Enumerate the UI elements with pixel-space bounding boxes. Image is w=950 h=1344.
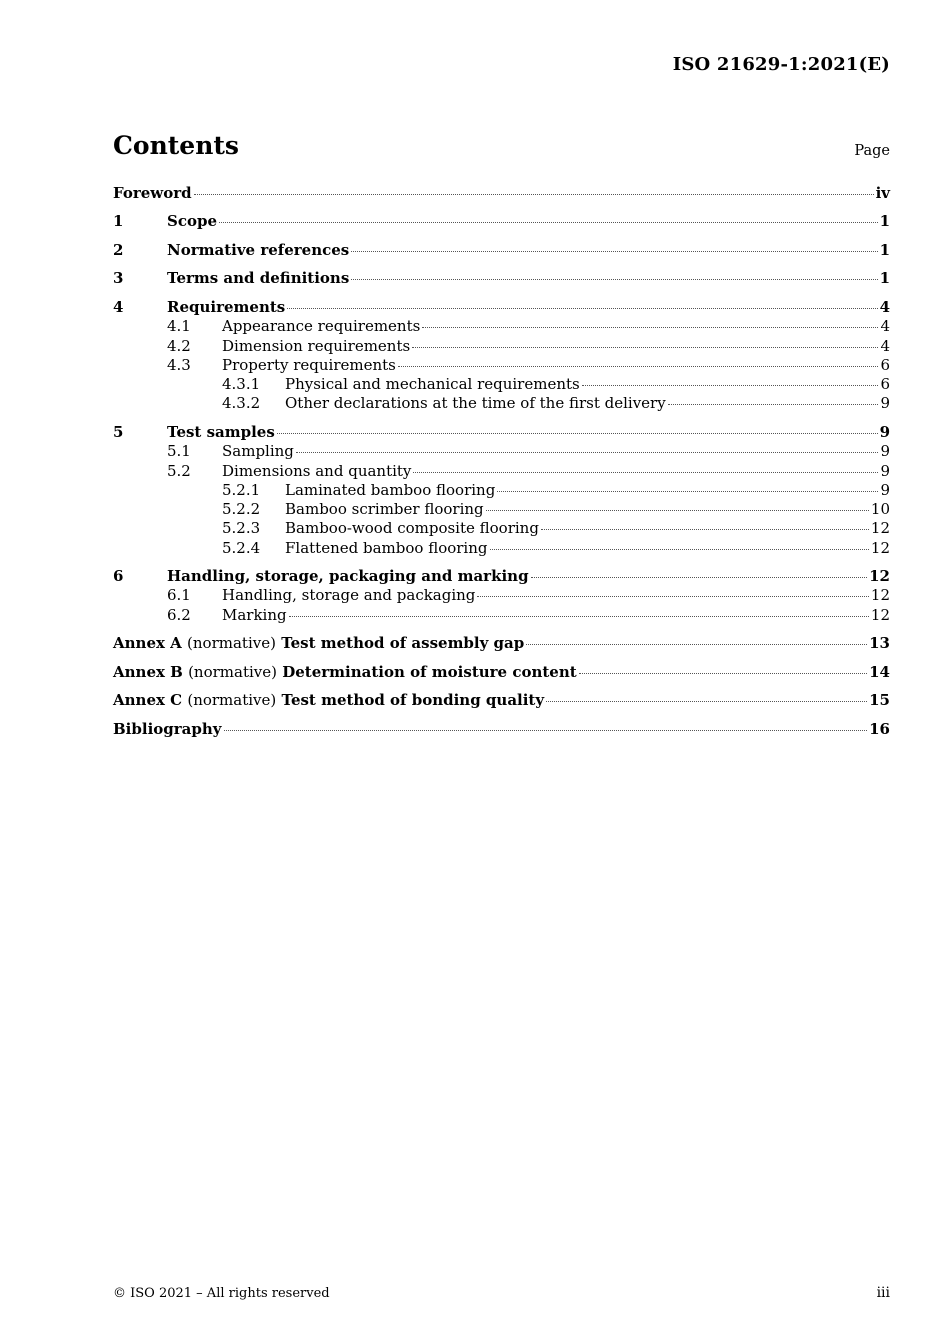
toc-entry[interactable] [113, 567, 890, 586]
toc-entry-number: 4.3 [167, 355, 191, 374]
dot-leader [398, 365, 879, 367]
toc-entry-number: 5.2.3 [222, 519, 261, 538]
toc-entry-title [222, 442, 294, 461]
toc-entry-number: 1 [113, 212, 124, 231]
dot-leader [224, 729, 868, 731]
toc-entry-title [167, 567, 529, 586]
toc-entry-title-text: Sampling [222, 442, 294, 461]
toc-entry-title-text: Other declarations at the time of the first delivery [285, 394, 666, 413]
toc-entry-title [222, 356, 396, 375]
toc-entry-page: 9 [879, 422, 890, 441]
toc-entry[interactable] [113, 462, 890, 481]
annex-label: Annex A [113, 634, 182, 653]
toc-entry-title [113, 691, 544, 710]
toc-entry-title-text: Handling, storage and packaging [222, 586, 476, 605]
toc-entry-number: 5.2.4 [222, 538, 261, 557]
dot-leader [526, 643, 867, 645]
toc-entry-number: 3 [113, 269, 124, 288]
dot-leader [497, 490, 878, 492]
toc-entry-title-text: Bamboo-wood composite flooring [285, 519, 539, 538]
toc-entry-page: 10 [870, 500, 890, 519]
toc-entry-title-text: Foreword [113, 184, 192, 202]
toc-entry-title-text: Marking [222, 605, 287, 624]
toc-entry[interactable] [113, 241, 890, 260]
toc-entry[interactable] [113, 184, 890, 203]
toc-entry-number: 5.2.1 [222, 480, 261, 499]
toc-entry-title-text: Dimensions and quantity [222, 461, 412, 480]
toc-entry-title [113, 720, 222, 739]
toc-entry-page: 1 [879, 212, 890, 231]
dot-leader [287, 307, 877, 309]
annex-type: (normative) [187, 691, 277, 710]
dot-leader [422, 326, 878, 328]
toc-entry-number: 2 [113, 240, 124, 259]
toc-entry-title [222, 337, 410, 356]
toc-entry-number: 5.2 [167, 461, 191, 480]
toc-entry-page: 1 [879, 269, 890, 288]
toc-entry-title [222, 317, 420, 336]
toc-entry-page: 1 [879, 240, 890, 259]
toc-entry-number: 5.2.2 [222, 500, 261, 519]
toc-entry-title-text: Property requirements [222, 355, 396, 374]
toc-entry-title [113, 663, 577, 682]
toc-entry[interactable] [113, 539, 890, 558]
toc-entry-title [222, 606, 287, 625]
toc-entry-page: 12 [870, 538, 890, 557]
toc-entry-title-text: Bamboo scrimber flooring [285, 500, 484, 519]
annex-label: Annex B [113, 662, 183, 681]
toc-entry-title-text: Appearance requirements [222, 317, 421, 336]
dot-leader [277, 432, 878, 434]
toc-entry-title [285, 394, 666, 413]
toc-entry-title-text: Determination of moisture content [282, 662, 577, 681]
toc-entry-title-text: Test method of bonding quality [281, 691, 545, 710]
dot-leader [296, 451, 879, 453]
toc-entry-page: 16 [869, 719, 890, 738]
dot-leader [219, 221, 878, 223]
toc-entry-title [167, 423, 275, 442]
toc-entry-page: 9 [880, 480, 890, 499]
toc-entry-page: 4 [879, 297, 890, 316]
toc-entry[interactable] [113, 317, 890, 336]
toc-entry-page: 12 [870, 586, 890, 605]
toc-entry-number: 4.1 [167, 317, 191, 336]
page-column-label: Page [854, 143, 890, 159]
toc-entry[interactable] [113, 356, 890, 375]
dot-leader [413, 471, 878, 473]
document-id: ISO 21629-1:2021(E) [672, 54, 890, 75]
page-title: Contents [113, 131, 240, 160]
toc-entry-page: 14 [869, 662, 890, 681]
toc-entry-title-text: Handling, storage, packaging and marking [167, 567, 529, 586]
toc-entry-page: 12 [870, 519, 890, 538]
dot-leader [194, 193, 874, 195]
toc-entry-title-text: Requirements [167, 297, 286, 316]
toc-entry[interactable] [113, 586, 890, 605]
toc-entry-page: 12 [870, 605, 890, 624]
toc-entry[interactable] [113, 663, 890, 682]
toc-entry-title [285, 500, 484, 519]
toc-entry-title [285, 519, 539, 538]
toc-entry-page: 6 [880, 375, 890, 394]
page-number: iii [876, 1285, 890, 1301]
toc-entry-number: 6 [113, 567, 124, 586]
toc-entry-page: 9 [880, 394, 890, 413]
toc-entry-title [167, 269, 349, 288]
dot-leader [351, 250, 877, 252]
table-of-contents [113, 184, 890, 739]
toc-entry-page: 9 [880, 442, 890, 461]
dot-leader [668, 403, 879, 405]
toc-entry-page: 9 [880, 461, 890, 480]
dot-leader [541, 528, 869, 530]
toc-entry-title [285, 539, 488, 558]
dot-leader [477, 595, 868, 597]
dot-leader [582, 384, 879, 386]
toc-entry-number: 6.1 [167, 586, 191, 605]
toc-entry-page: iv [875, 184, 890, 202]
toc-entry[interactable] [113, 606, 890, 625]
toc-entry[interactable] [113, 519, 890, 538]
dot-leader [546, 700, 867, 702]
dot-leader [412, 346, 878, 348]
annex-type: (normative) [187, 634, 276, 653]
toc-entry-page: 4 [880, 317, 890, 336]
toc-entry[interactable] [113, 634, 890, 653]
toc-entry-title-text: Terms and definitions [167, 269, 350, 288]
dot-leader [486, 509, 869, 511]
toc-entry-page: 6 [880, 355, 890, 374]
toc-entry[interactable] [113, 269, 890, 288]
toc-entry-title [285, 375, 580, 394]
toc-entry-page: 13 [869, 634, 890, 653]
toc-entry-number: 6.2 [167, 605, 191, 624]
toc-entry[interactable] [113, 481, 890, 500]
toc-entry-title-text: Laminated bamboo flooring [285, 480, 496, 499]
toc-entry-title-text: Physical and mechanical requirements [285, 375, 580, 394]
dot-leader [579, 672, 867, 674]
toc-entry[interactable] [113, 394, 890, 413]
toc-entry-title [285, 481, 495, 500]
toc-entry[interactable] [113, 375, 890, 394]
toc-entry[interactable] [113, 442, 890, 461]
toc-entry-title [113, 634, 524, 653]
toc-entry-title [113, 184, 192, 203]
toc-entry-title-text: Test method of assembly gap [281, 634, 525, 653]
toc-entry-number: 4.3.2 [222, 394, 261, 413]
toc-entry-title-text: Flattened bamboo flooring [285, 538, 488, 557]
toc-entry-title [222, 462, 411, 481]
toc-entry[interactable] [113, 212, 890, 231]
toc-entry[interactable] [113, 337, 890, 356]
annex-type: (normative) [188, 662, 277, 681]
toc-entry-number: 5.1 [167, 442, 191, 461]
toc-entry-number: 4.2 [167, 336, 191, 355]
toc-entry-number: 4 [113, 297, 124, 316]
toc-entry-title-text: Normative references [167, 240, 350, 259]
dot-leader [490, 548, 869, 550]
toc-entry-page: 15 [869, 691, 890, 710]
dot-leader [351, 278, 877, 280]
toc-entry-number: 5 [113, 422, 124, 441]
dot-leader [289, 615, 869, 617]
toc-entry-title-text: Test samples [167, 422, 275, 441]
toc-entry-page: 4 [880, 336, 890, 355]
toc-entry-title [222, 586, 475, 605]
copyright-notice: © ISO 2021 – All rights reserved [113, 1286, 330, 1301]
toc-entry-title [167, 212, 217, 231]
toc-entry-title-text: Dimension requirements [222, 336, 411, 355]
toc-entry-title [167, 298, 285, 317]
toc-entry[interactable] [113, 423, 890, 442]
toc-entry[interactable] [113, 720, 890, 739]
dot-leader [531, 576, 868, 578]
toc-entry-title [167, 241, 349, 260]
toc-entry[interactable] [113, 691, 890, 710]
annex-label: Annex C [113, 691, 183, 710]
toc-entry-title-text: Bibliography [113, 719, 222, 738]
toc-entry[interactable] [113, 500, 890, 519]
toc-entry[interactable] [113, 298, 890, 317]
toc-entry-title-text: Scope [167, 212, 218, 231]
toc-entry-page: 12 [869, 567, 890, 586]
toc-entry-number: 4.3.1 [222, 375, 261, 394]
